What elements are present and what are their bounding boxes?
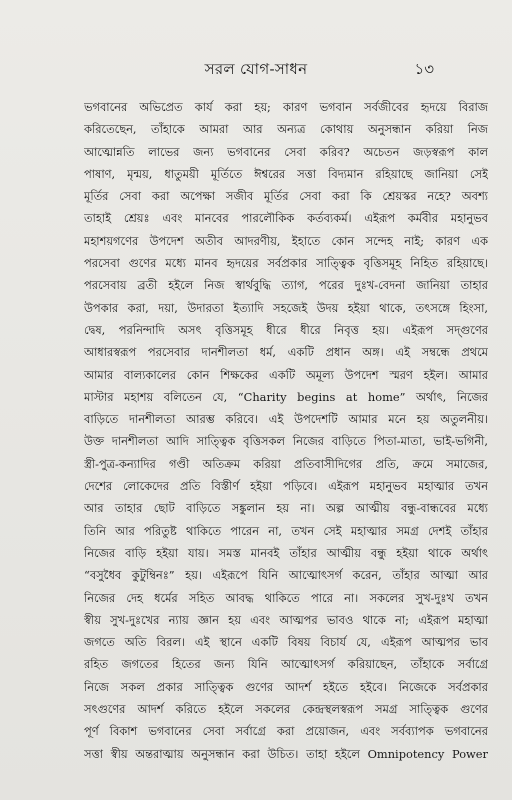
text-line: দ্বেষ, পরনিন্দাদি অসৎ বৃত্তিসমূহ ধীরে ধীরে নিবৃত্ত হয়। এইরূপ সদ্গুণের: [84, 322, 488, 337]
text-line: রহিত জগতের হিতের জন্য যিনি আত্মোৎসর্গ করিয়াছেন, তাঁহাকে সর্বাগ্রে: [84, 657, 488, 672]
text-line: নিজের বাড়ি হইয়া যায়। সমস্ত মানবই তাঁহার আত্মীয় বন্ধু হইয়া থাকে অর্থাৎ: [84, 545, 488, 560]
text-line: আত্মোন্নতি লাভের জন্য ভগবানের সেবা করিব? অচেতন জড়স্বরূপ কাল: [84, 144, 488, 159]
page-number: ১৩: [414, 60, 434, 78]
text-line: জগতে অতি বিরল। এই স্থানে একটি বিষয় বিচার্য যে, এইরূপ আত্মপর ভাব: [84, 635, 488, 650]
text-line: মাস্টার মহাশয় বলিতেন যে, “Charity begins at home” অর্থাৎ, নিজের: [84, 389, 488, 404]
text-line: পরসেবায় ব্রতী হইলে নিজ স্বার্থবুদ্ধি ত্যাগ, পরের দুঃখ-বেদনা জানিয়া তাহার: [84, 278, 488, 293]
text-line: সৎগুণের আদর্শ করিতে হইলে সকলের কেন্দ্রস্থলস্বরূপ সমগ্র সাত্ত্বিক গুণের: [84, 702, 488, 717]
text-line: পাষাণ, মৃন্ময়, ধাতুময়ী মূর্তিতে ঈশ্বরের সত্তা বিদ্যমান রহিয়াছে জানিয়া সেই: [84, 166, 488, 181]
text-line: আমার বাল্যকালের কোন শিক্ষকের একটি অমূল্য উপদেশ স্মরণ হইল। আমার: [84, 367, 488, 382]
text-line: উপকার করা, দয়া, উদারতা ইত্যাদি সহজেই উদয় হইয়া থাকে, তৎসঙ্গে হিংসা,: [84, 300, 488, 315]
running-title: সরল যোগ-সাধন: [204, 60, 308, 78]
text-line: স্ত্রী-পুত্র-কন্যাদির গণ্ডী অতিক্রম করিয়া প্রতিবাসীদিগের প্রতি, ক্রমে সমাজের,: [84, 456, 488, 471]
text-line: নিজে সকল প্রকার সাত্ত্বিক গুণের আদর্শ হইতে হইবে। নিজেকে সর্বপ্রকার: [84, 679, 488, 694]
text-line: বাড়িতে দানশীলতা আরম্ভ করিবে। এই উপদেশটি আমার মনে হয় অতুলনীয়।: [84, 412, 488, 427]
text-line: দেশের লোকেদের প্রতি বিস্তীর্ণ হইয়া পড়িবে। এইরূপ মহানুভব মহাত্মার তখন: [84, 479, 488, 494]
text-line: সত্তা স্বীয় অন্তরাত্মায় অনুসন্ধান করা উচিত। তাহা হইলে Omnipotency Power: [84, 746, 488, 761]
text-line: তাহাই শ্রেয়ঃ এবং মানবের পারলৌকিক কর্তব্যকর্ম। এইরূপ কর্মবীর মহানুভব: [84, 211, 488, 226]
running-head: [88, 58, 434, 84]
body-text: [84, 96, 488, 765]
text-line: পূর্ণ বিকাশ ভগবানের সেবা সর্বাগ্রে করা প্রয়োজন, এবং সর্বব্যাপক ভগবানের: [84, 724, 488, 739]
text-line: তিনি আর পরিতুষ্ট থাকিতে পারেন না, তখন সেই মহাত্মার সমগ্র দেশই তাঁহার: [84, 523, 488, 538]
text-line: মহাশয়গণের উপদেশ অতীব আদরণীয়, ইহাতে কোন সন্দেহ নাই; কারণ এক: [84, 233, 488, 248]
text-line: আর তাহার ছোট বাড়িতে সঙ্কুলান হয় না। অল্প আত্মীয় বন্ধু-বান্ধবের মধ্যে: [84, 501, 488, 516]
text-line: ভগবানের অভিপ্রেত কার্য করা হয়; কারণ ভগবান সর্বজীবের হৃদয়ে বিরাজ: [84, 100, 488, 114]
text-line: “বসুধৈব কুটুম্বিনঃ” হয়। এইরূপে যিনি আত্মোৎসর্গ করেন, তাঁহার আত্মা আর: [84, 568, 488, 583]
text-line: আধারস্বরূপ পরসেবার দানশীলতা ধর্ম, একটি প্রধান অঙ্গ। এই সম্বন্ধে প্রথমে: [84, 345, 488, 360]
text-line: করিতেছেন, তাঁহাকে আমরা আর অন্যত্র কোথায় অনুসন্ধান করিয়া নিজ: [84, 122, 488, 137]
text-line: পরসেবা গুণের মধ্যে মানব হৃদয়ের সর্বপ্রকার সাত্ত্বিক বৃত্তিসমূহ নিহিত রহিয়াছে।: [84, 256, 488, 271]
text-line: উক্ত দানশীলতা আদি সাত্ত্বিক বৃত্তিসকল নিজের বাড়িতে পিতা-মাতা, ভাই-ভগিনী,: [84, 434, 488, 449]
text-line: মূর্তির সেবা করা অপেক্ষা সজীব মূর্তির সেবা করা কি শ্রেয়স্কর নহে? অবশ্য: [84, 189, 488, 204]
text-line: নিজের দেহ ধর্মের সহিত আবদ্ধ থাকিতে পারে না। সকলের সুখ-দুঃখ তখন: [84, 590, 488, 605]
text-line: স্বীয় সুখ-দুঃখের ন্যায় জ্ঞান হয় এবং আত্মপর ভাবও থাকে না; এইরূপ মহাত্মা: [84, 612, 488, 627]
